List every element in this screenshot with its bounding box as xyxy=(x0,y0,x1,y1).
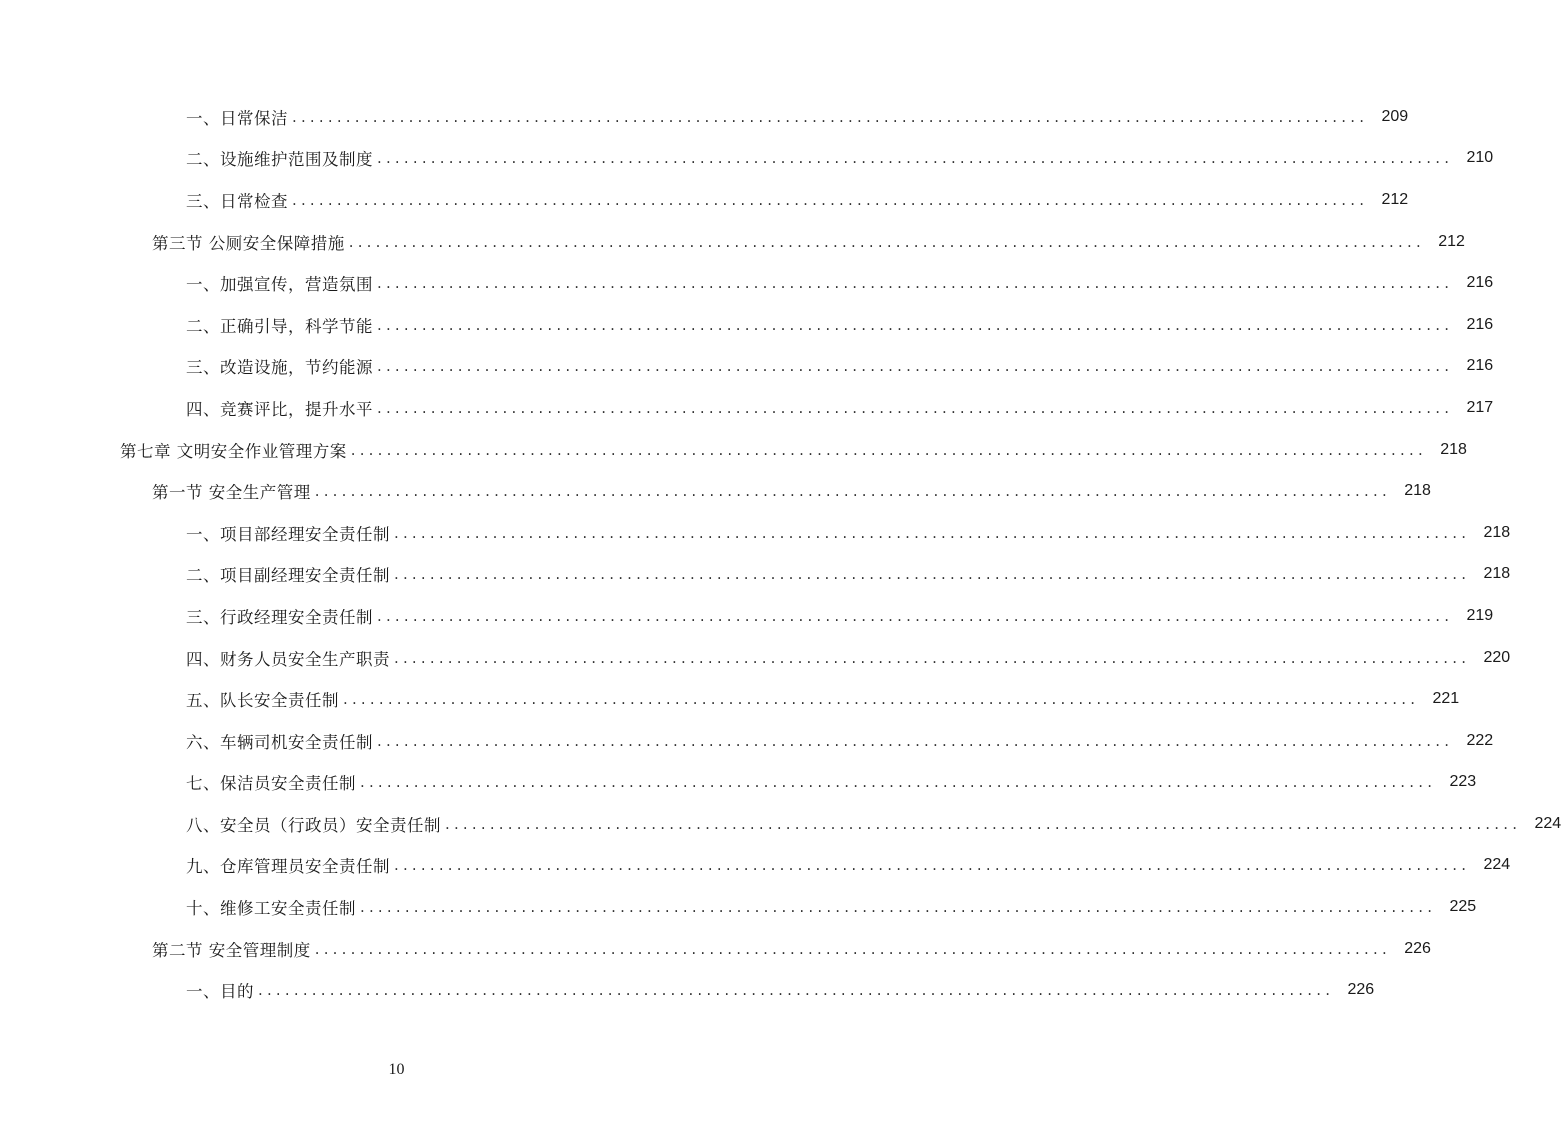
toc-entry-label: 第七章 文明安全作业管理方案 xyxy=(120,441,347,461)
toc-entry-label: 第一节 安全生产管理 xyxy=(152,483,311,503)
toc-entry-label: 六、车辆司机安全责任制 xyxy=(186,732,373,752)
toc-entry-page: 216 xyxy=(1466,357,1494,375)
toc-entry[interactable] xyxy=(0,845,1511,887)
toc-leader-dots: ........................................................................................................................ xyxy=(377,149,1454,168)
toc-leader-dots: ........................................................................................................................ xyxy=(377,315,1454,334)
toc-entry[interactable] xyxy=(0,720,1494,762)
toc-entry-label: 八、安全员（行政员）安全责任制 xyxy=(186,815,441,835)
toc-entry-label: 三、日常检查 xyxy=(186,191,288,211)
toc-entry-page: 225 xyxy=(1449,898,1477,916)
toc-entry[interactable] xyxy=(0,346,1494,388)
toc-entry[interactable] xyxy=(0,470,1431,512)
toc-entry-label: 二、项目副经理安全责任制 xyxy=(186,566,390,586)
toc-leader-dots: ........................................................................................................................ xyxy=(377,731,1454,750)
toc-leader-dots: ........................................................................................................................ xyxy=(377,398,1454,417)
toc-entry[interactable] xyxy=(0,96,1409,138)
toc-entry-label: 三、改造设施，节约能源 xyxy=(186,358,373,378)
toc-entry-page: 212 xyxy=(1381,190,1409,208)
toc-leader-dots: ........................................................................................................................ xyxy=(360,773,1437,792)
toc-entry[interactable] xyxy=(0,429,1467,471)
toc-entry-label: 七、保洁员安全责任制 xyxy=(186,774,356,794)
toc-entry[interactable] xyxy=(0,512,1511,554)
toc-entry[interactable] xyxy=(0,138,1494,180)
toc-leader-dots: ........................................................................................................................ xyxy=(343,690,1420,709)
toc-leader-dots: ........................................................................................................................ xyxy=(314,939,1391,958)
toc-entry-label: 一、项目部经理安全责任制 xyxy=(186,524,390,544)
toc-entry[interactable] xyxy=(0,928,1431,970)
toc-leader-dots: ........................................................................................................................ xyxy=(348,232,1425,251)
toc-entry-page: 220 xyxy=(1483,648,1511,666)
toc-entry[interactable] xyxy=(0,886,1477,928)
toc-entry-label: 一、目的 xyxy=(186,982,254,1002)
toc-entry[interactable] xyxy=(0,262,1494,304)
toc-entry[interactable] xyxy=(0,637,1511,679)
toc-entry-page: 223 xyxy=(1449,773,1477,791)
toc-entry-page: 219 xyxy=(1466,606,1494,624)
toc-entry-page: 218 xyxy=(1440,440,1467,458)
toc-entry-page: 212 xyxy=(1438,232,1465,250)
toc-entry[interactable] xyxy=(0,221,1465,263)
toc-entry[interactable] xyxy=(0,554,1511,596)
toc-entry-label: 一、日常保洁 xyxy=(186,108,288,128)
toc-leader-dots: ........................................................................................................................ xyxy=(394,648,1471,667)
toc-entry-page: 218 xyxy=(1404,482,1431,500)
toc-entry[interactable] xyxy=(0,304,1494,346)
toc-entry-label: 二、设施维护范围及制度 xyxy=(186,150,373,170)
toc-leader-dots: ........................................................................................................................ xyxy=(445,814,1522,833)
toc-entry-label: 一、加强宣传，营造氛围 xyxy=(186,275,373,295)
toc-entry-page: 226 xyxy=(1347,981,1375,999)
toc-leader-dots: ........................................................................................................................ xyxy=(394,523,1471,542)
toc-entry-label: 十、维修工安全责任制 xyxy=(186,899,356,919)
toc-entry-page: 222 xyxy=(1466,731,1494,749)
toc-leader-dots: ........................................................................................................................ xyxy=(394,856,1471,875)
page-number: 10 xyxy=(388,1061,405,1078)
toc-entry-page: 217 xyxy=(1466,398,1494,416)
toc-entry-page: 218 xyxy=(1483,565,1511,583)
toc-leader-dots: ........................................................................................................................ xyxy=(258,981,1335,1000)
toc-entry-page: 209 xyxy=(1381,107,1409,125)
toc-entry-page: 224 xyxy=(1483,856,1511,874)
toc-entry-label: 第二节 安全管理制度 xyxy=(152,940,311,960)
toc-entry-page: 224 xyxy=(1534,814,1561,832)
toc-leader-dots: ........................................................................................................................ xyxy=(394,565,1471,584)
toc-leader-dots: ........................................................................................................................ xyxy=(377,357,1454,376)
toc-entry[interactable] xyxy=(0,387,1494,429)
toc-leader-dots: ........................................................................................................................ xyxy=(292,107,1369,126)
toc-entry-page: 210 xyxy=(1466,149,1494,167)
toc-entry[interactable] xyxy=(0,678,1460,720)
toc-entry-page: 226 xyxy=(1404,939,1431,957)
toc-entry-label: 三、行政经理安全责任制 xyxy=(186,607,373,627)
toc-entry[interactable] xyxy=(0,595,1494,637)
toc-entry[interactable] xyxy=(0,179,1409,221)
toc-entry-page: 218 xyxy=(1483,523,1511,541)
toc-entry[interactable] xyxy=(0,803,1561,845)
toc-entry-label: 九、仓库管理员安全责任制 xyxy=(186,857,390,877)
toc-leader-dots: ........................................................................................................................ xyxy=(377,606,1454,625)
toc-entry-page: 216 xyxy=(1466,274,1494,292)
toc-entry-label: 四、财务人员安全生产职责 xyxy=(186,649,390,669)
toc-entry[interactable] xyxy=(0,762,1477,804)
toc-entry[interactable] xyxy=(0,969,1375,1011)
toc-leader-dots: ........................................................................................................................ xyxy=(360,898,1437,917)
toc-leader-dots: ........................................................................................................................ xyxy=(377,274,1454,293)
toc-entry-label: 二、正确引导，科学节能 xyxy=(186,316,373,336)
toc-entry-page: 221 xyxy=(1432,690,1460,708)
toc-entry-label: 五、队长安全责任制 xyxy=(186,691,339,711)
toc-leader-dots: ........................................................................................................................ xyxy=(350,440,1427,459)
toc-leader-dots: ........................................................................................................................ xyxy=(314,482,1391,501)
toc-leader-dots: ........................................................................................................................ xyxy=(292,190,1369,209)
toc-entry-label: 第三节 公厕安全保障措施 xyxy=(152,233,345,253)
toc-entry-label: 四、竞赛评比，提升水平 xyxy=(186,399,373,419)
table-of-contents xyxy=(0,96,1561,1011)
toc-entry-page: 216 xyxy=(1466,315,1494,333)
